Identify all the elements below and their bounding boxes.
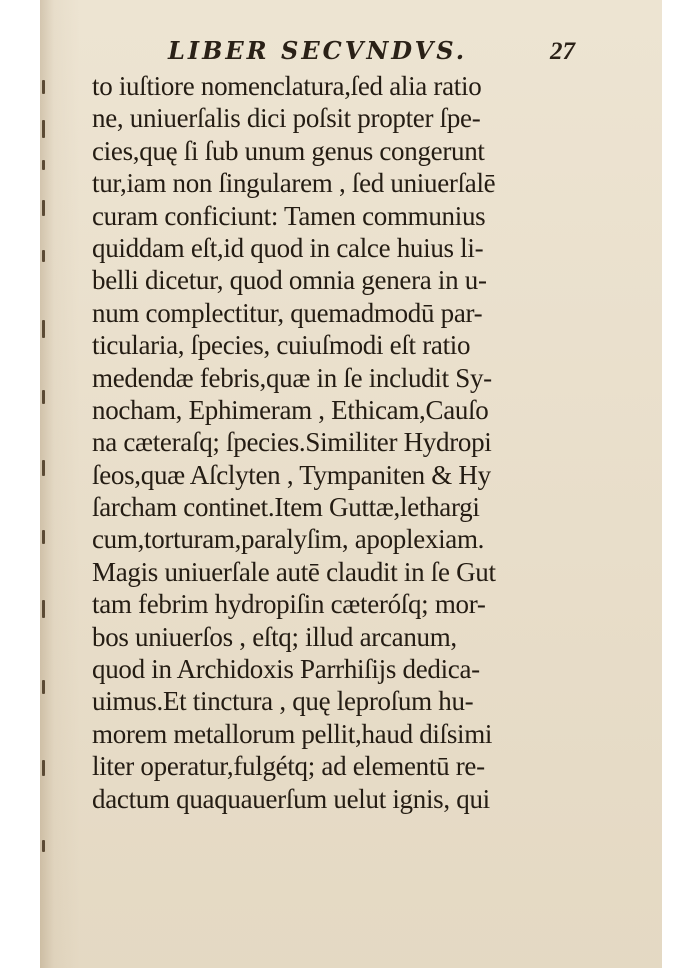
text-line: curam conficiunt: Tamen communius bbox=[92, 200, 486, 231]
text-line: dactum quaquauerſum uelut ignis, qui bbox=[92, 783, 490, 814]
text-line: na cæteraſq; ſpecies.Similiter Hydropi bbox=[92, 427, 492, 458]
text-line: tam febrim hydropiſin cæteróſq; mor- bbox=[92, 589, 486, 620]
gutter-mark bbox=[42, 390, 45, 404]
text-line: ſeos,quæ Aſclyten , Tympaniten & Hy bbox=[92, 459, 491, 490]
gutter-ink-marks bbox=[40, 60, 50, 880]
text-line: medendæ febris,quæ in ſe includit Sy- bbox=[92, 362, 492, 393]
gutter-mark bbox=[42, 600, 45, 618]
text-line: nocham, Ephimeram , Ethicam,Cauſo bbox=[92, 394, 489, 425]
text-line: liter operatur,fulgétq; ad elementū re- bbox=[92, 751, 485, 782]
gutter-mark bbox=[42, 760, 45, 776]
gutter-mark bbox=[42, 200, 45, 216]
gutter-mark bbox=[42, 160, 45, 170]
gutter-mark bbox=[42, 460, 45, 476]
text-line: cies,quę ſi ſub unum genus congerunt bbox=[92, 135, 485, 166]
gutter-mark bbox=[42, 530, 45, 544]
text-line: ticularia, ſpecies, cuiuſmodi eſt ratio bbox=[92, 330, 471, 361]
text-line: uimus.Et tinctura , quę leproſum hu- bbox=[92, 686, 474, 717]
gutter-mark bbox=[42, 80, 45, 94]
text-line: ſarcham continet.Item Guttæ,lethargi bbox=[92, 492, 480, 523]
text-line: to iuſtiore nomenclatura,ſed alia ratio bbox=[92, 71, 482, 101]
text-line: cum,torturam,paralyſim, apoplexiam. bbox=[92, 524, 485, 555]
text-line: morem metallorum pellit,haud diſsimi bbox=[92, 718, 493, 749]
body-text bbox=[92, 70, 632, 815]
book-page bbox=[40, 0, 662, 968]
text-line: belli dicetur, quod omnia genera in u- bbox=[92, 265, 487, 296]
gutter-mark bbox=[42, 250, 45, 262]
text-line: quod in Archidoxis Parrhiſijs dedica- bbox=[92, 654, 480, 685]
text-line: ne, uniuerſalis dici poſsit propter ſpe- bbox=[92, 103, 481, 134]
text-line: tur,iam non ſingularem , ſed uniuerſalē bbox=[92, 168, 496, 199]
running-title: LIBER SECVNDVS. bbox=[168, 36, 468, 65]
text-line: Magis uniuerſale autē claudit in ſe Gut bbox=[92, 556, 496, 587]
gutter-mark bbox=[42, 320, 45, 338]
gutter-mark bbox=[42, 680, 45, 694]
text-line: bos uniuerſos , eſtq; illud arcanum, bbox=[92, 621, 457, 652]
text-line: num complectitur, quemadmodū par- bbox=[92, 297, 483, 328]
page-number: 27 bbox=[550, 38, 575, 65]
gutter-mark bbox=[42, 120, 45, 138]
gutter-mark bbox=[42, 840, 45, 852]
text-line: quiddam eſt,id quod in calce huius li- bbox=[92, 232, 484, 263]
